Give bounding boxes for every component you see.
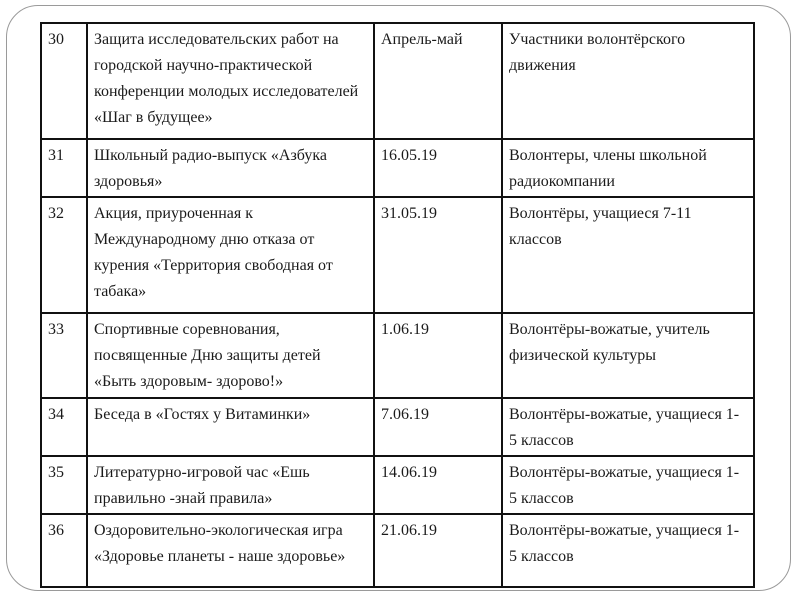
event-name-cell: Оздоровительно-экологическая игра «Здоровье планеты - наше здоровье» bbox=[87, 514, 374, 587]
row-number-cell: 33 bbox=[41, 313, 87, 398]
event-date-cell: 1.06.19 bbox=[374, 313, 502, 398]
participants-cell: Волонтеры, члены школьной радиокомпании bbox=[502, 139, 754, 197]
event-date-cell: 14.06.19 bbox=[374, 456, 502, 514]
row-number-cell: 34 bbox=[41, 398, 87, 456]
row-number-cell: 36 bbox=[41, 514, 87, 587]
event-name-cell: Защита исследовательских работ на городской научно-практической конференции молодых исследователей «Шаг в будущее» bbox=[87, 23, 374, 139]
table-row bbox=[41, 313, 754, 398]
participants-cell: Участники волонтёрского движения bbox=[502, 23, 754, 139]
events-table-body bbox=[41, 23, 754, 587]
event-date-cell: 31.05.19 bbox=[374, 197, 502, 313]
participants-cell: Волонтёры-вожатые, учащиеся 1-5 классов bbox=[502, 514, 754, 587]
participants-cell: Волонтёры-вожатые, учитель физической культуры bbox=[502, 313, 754, 398]
event-name-cell: Школьный радио-выпуск «Азбука здоровья» bbox=[87, 139, 374, 197]
event-name-cell: Литературно-игровой час «Ешь правильно -знай правила» bbox=[87, 456, 374, 514]
event-date-cell: Апрель-май bbox=[374, 23, 502, 139]
participants-cell: Волонтёры-вожатые, учащиеся 1-5 классов bbox=[502, 456, 754, 514]
event-name-cell: Спортивные соревнования, посвященные Дню защиты детей «Быть здоровым- здорово!» bbox=[87, 313, 374, 398]
event-date-cell: 16.05.19 bbox=[374, 139, 502, 197]
events-table bbox=[40, 22, 755, 588]
row-number-cell: 35 bbox=[41, 456, 87, 514]
table-row bbox=[41, 139, 754, 197]
participants-cell: Волонтёры, учащиеся 7-11 классов bbox=[502, 197, 754, 313]
row-number-cell: 32 bbox=[41, 197, 87, 313]
event-date-cell: 21.06.19 bbox=[374, 514, 502, 587]
table-row bbox=[41, 456, 754, 514]
row-number-cell: 31 bbox=[41, 139, 87, 197]
table-row bbox=[41, 23, 754, 139]
table-row bbox=[41, 514, 754, 587]
event-name-cell: Беседа в «Гостях у Витаминки» bbox=[87, 398, 374, 456]
row-number-cell: 30 bbox=[41, 23, 87, 139]
table-row bbox=[41, 197, 754, 313]
table-row bbox=[41, 398, 754, 456]
participants-cell: Волонтёры-вожатые, учащиеся 1-5 классов bbox=[502, 398, 754, 456]
event-name-cell: Акция, приуроченная к Международному дню отказа от курения «Территория свободная от табака» bbox=[87, 197, 374, 313]
event-date-cell: 7.06.19 bbox=[374, 398, 502, 456]
